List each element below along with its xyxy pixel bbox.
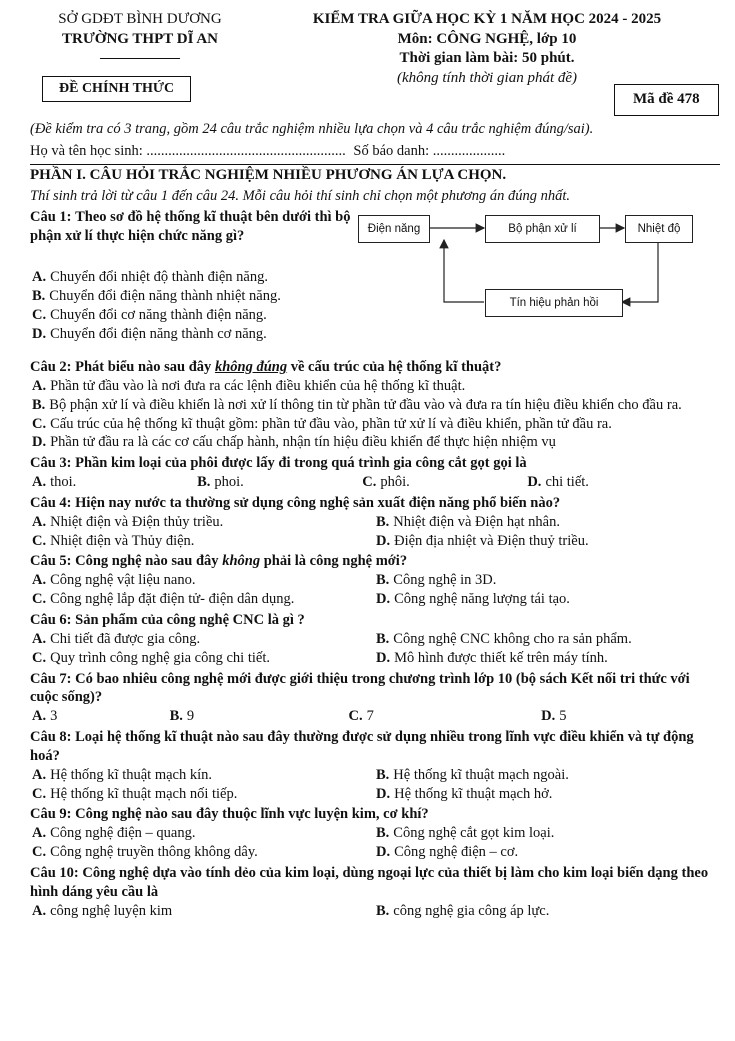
- option-text: Nhiệt điện và Điện hạt nhân.: [393, 513, 560, 530]
- question-6: [30, 611, 720, 668]
- option-text: Chuyển đổi điện năng thành cơ năng.: [50, 325, 267, 342]
- option-c[interactable]: [32, 306, 360, 325]
- option-key: D.: [32, 434, 47, 451]
- option-b[interactable]: [376, 630, 720, 649]
- question-stem: [30, 494, 720, 513]
- option-c[interactable]: [32, 590, 376, 609]
- option-key: A.: [32, 513, 47, 530]
- header-left: [40, 10, 240, 59]
- question-text: Sản phẩm của công nghệ CNC là gì ?: [75, 612, 305, 628]
- option-key: C.: [32, 591, 47, 608]
- question-stem: [30, 611, 720, 630]
- diagram-feedback-box: Tín hiệu phản hồi: [485, 289, 623, 317]
- question-10: [30, 864, 720, 921]
- option-key: A.: [32, 766, 47, 783]
- question-text: Hiện nay nước ta thường sử dụng công nghệ sản xuất điện năng phổ biến nào?: [75, 494, 561, 511]
- option-text: Chuyển đổi điện năng thành nhiệt năng.: [49, 287, 281, 304]
- exam-duration: Thời gian làm bài: 50 phút.: [399, 50, 575, 66]
- option-key: B.: [376, 825, 390, 842]
- question-label: Câu 8:: [30, 729, 72, 746]
- question-stem: [30, 454, 720, 473]
- option-text: Chi tiết đã được gia công.: [50, 630, 201, 647]
- question-label: Câu 5:: [30, 553, 72, 570]
- exam-page: [30, 6, 720, 921]
- option-text: Công nghệ truyền thông không dây.: [50, 844, 258, 861]
- question-text-end: phải là công nghệ mới?: [260, 553, 408, 570]
- exam-subject: Môn: CÔNG NGHỆ, lớp 10: [397, 30, 577, 47]
- option-key: C.: [32, 785, 47, 802]
- question-label: Câu 3:: [30, 455, 72, 472]
- question-label: Câu 7:: [30, 670, 72, 687]
- question-3: [30, 454, 720, 492]
- option-key: B.: [32, 287, 46, 304]
- question-7: [30, 670, 720, 727]
- option-d[interactable]: [32, 325, 360, 344]
- option-d[interactable]: [376, 590, 720, 609]
- option-row: [32, 649, 720, 668]
- option-a[interactable]: [32, 707, 170, 726]
- option-b[interactable]: [376, 824, 720, 843]
- option-text: 7: [366, 708, 374, 725]
- option-key: D.: [376, 591, 391, 608]
- option-key: B.: [376, 572, 390, 589]
- option-text: Hệ thống kĩ thuật mạch hở.: [394, 785, 553, 802]
- option-key: B.: [376, 513, 390, 530]
- option-b[interactable]: [170, 707, 349, 726]
- question-text: Loại hệ thống kĩ thuật nào sau đây thường được sử dụng nhiều trong lĩnh vực điều khiển và tự động hoá?: [30, 729, 694, 764]
- option-c[interactable]: [32, 649, 376, 668]
- option-d[interactable]: [376, 785, 720, 804]
- option-key: D.: [376, 844, 391, 861]
- option-c[interactable]: [32, 785, 376, 804]
- option-b[interactable]: [32, 287, 360, 306]
- question-stem: [30, 358, 720, 377]
- option-row: [32, 630, 720, 649]
- option-b[interactable]: [376, 766, 720, 785]
- option-text: Phần tử đầu vào là nơi đưa ra các lệnh điều khiển của hệ thống kĩ thuật.: [50, 377, 466, 394]
- option-text: 3: [50, 708, 58, 725]
- option-text: Nhiệt điện và Thủy điện.: [50, 532, 195, 549]
- option-text: phôi.: [380, 474, 410, 491]
- option-row: [32, 707, 720, 726]
- option-row: [32, 473, 720, 492]
- question-text: Có bao nhiêu công nghệ mới được giới thiệu trong chương trình lớp 10 (bộ sách Kết nối tri thức với cuộc sống)?: [30, 670, 690, 706]
- question-text: Công nghệ dựa vào tính dẻo của kim loại, dùng ngoại lực của thiết bị làm cho kim loại biến dạng theo hình dáng yêu cầu là: [30, 864, 709, 900]
- question-text: Phần kim loại của phôi được lấy đi trong quá trình gia công cắt gọt gọi là: [75, 455, 527, 472]
- department-name: SỞ GDĐT BÌNH DƯƠNG: [58, 11, 222, 27]
- question-options: [30, 268, 360, 343]
- option-c[interactable]: [32, 415, 720, 434]
- option-a[interactable]: [32, 766, 376, 785]
- option-row: [32, 902, 720, 921]
- question-label: Câu 6:: [30, 612, 72, 628]
- exam-title: KIỂM TRA GIỮA HỌC KỲ 1 NĂM HỌC 2024 - 2025: [312, 11, 662, 27]
- option-key: D.: [376, 532, 391, 549]
- question-text: Công nghệ nào sau đây thuộc lĩnh vực luyện kim, cơ khí?: [75, 806, 429, 823]
- option-text: 9: [186, 708, 195, 725]
- option-key: B.: [169, 708, 183, 725]
- option-text: Bộ phận xử lí và điều khiển là nơi xử lí thông tin từ phần tử đầu vào và đưa ra tín hiệu điều khiển cho đầu ra.: [49, 396, 682, 413]
- question-text-end: về cấu trúc của hệ thống kĩ thuật?: [287, 359, 502, 376]
- exam-code: Mã đề 478: [614, 84, 719, 116]
- option-key: D.: [32, 325, 47, 342]
- part-instruction: Thí sinh trả lời từ câu 1 đến câu 24. Mỗi câu hỏi thí sinh chỉ chọn một phương án đúng nhất.: [30, 188, 570, 205]
- question-4: [30, 494, 720, 551]
- option-text: Hệ thống kĩ thuật mạch kín.: [50, 766, 212, 783]
- option-a[interactable]: [32, 513, 376, 532]
- option-text: Công nghệ vật liệu nano.: [50, 572, 196, 589]
- option-d[interactable]: [376, 843, 720, 862]
- question-8: [30, 728, 720, 803]
- student-info: [30, 142, 720, 161]
- question-9: [30, 805, 720, 862]
- option-text: Công nghệ điện – quang.: [50, 825, 196, 842]
- question-stem: [30, 805, 720, 824]
- question-emphasis: không đúng: [214, 359, 288, 376]
- option-key: A.: [32, 630, 47, 647]
- question-stem: [30, 728, 720, 766]
- arrow-feedback-to-process: [444, 240, 484, 302]
- question-text: Phát biểu nào sau đây: [75, 359, 215, 376]
- option-text: chi tiết.: [545, 474, 589, 491]
- option-b[interactable]: [376, 513, 720, 532]
- option-row: [32, 513, 720, 532]
- diagram-process-box: Bộ phận xử lí: [485, 215, 600, 243]
- question-label: Câu 9:: [30, 806, 72, 823]
- option-a[interactable]: [32, 630, 376, 649]
- option-text: công nghệ luyện kim: [50, 902, 173, 919]
- option-c[interactable]: [348, 707, 541, 726]
- option-key: B.: [376, 902, 390, 919]
- option-d[interactable]: [32, 433, 720, 452]
- option-key: C.: [32, 532, 47, 549]
- official-badge: ĐỀ CHÍNH THỨC: [42, 76, 191, 102]
- option-d[interactable]: [541, 707, 706, 726]
- option-a[interactable]: [32, 571, 376, 590]
- option-text: 5: [559, 708, 567, 725]
- option-text: Cấu trúc của hệ thống kĩ thuật gồm: phần tử đầu vào, phần tử xử lí và điều khiển, phần tử đầu ra.: [50, 415, 612, 432]
- option-b[interactable]: [376, 902, 720, 921]
- option-text: Công nghệ năng lượng tái tạo.: [394, 591, 570, 608]
- option-key: C.: [32, 844, 47, 861]
- option-text: Hệ thống kĩ thuật mạch ngoài.: [393, 766, 569, 783]
- option-key: D.: [527, 474, 542, 491]
- question-emphasis: không: [222, 553, 261, 570]
- option-text: Công nghệ lắp đặt điện tử- điện dân dụng.: [50, 591, 295, 608]
- question-1: [30, 208, 720, 356]
- diagram-input-box: Điện năng: [358, 215, 430, 243]
- option-key: A.: [32, 269, 47, 286]
- exam-description: (Đề kiểm tra có 3 trang, gồm 24 câu trắc nghiệm nhiều lựa chọn và 4 câu trắc nghiệm đúng/sai).: [30, 121, 594, 137]
- option-c[interactable]: [32, 532, 376, 551]
- student-id-label: Số báo danh: ....................: [353, 142, 506, 159]
- option-d[interactable]: [376, 649, 720, 668]
- option-text: Công nghệ CNC không cho ra sản phẩm.: [393, 630, 632, 647]
- option-row: [32, 785, 720, 804]
- option-key: C.: [348, 708, 363, 725]
- exam-header: [30, 6, 720, 118]
- option-key: D.: [541, 708, 556, 725]
- option-a[interactable]: [32, 377, 720, 396]
- option-key: A.: [32, 825, 47, 842]
- option-row: [32, 824, 720, 843]
- question-label: Câu 2:: [30, 359, 72, 376]
- option-text: Điện địa nhiệt và Điện thuỷ triều.: [394, 532, 589, 549]
- question-2: [30, 358, 720, 452]
- question-text: Công nghệ nào sau đây: [75, 553, 223, 570]
- option-text: công nghệ gia công áp lực.: [393, 902, 550, 919]
- option-b[interactable]: [376, 571, 720, 590]
- option-d[interactable]: [376, 532, 720, 551]
- student-name-label: Họ và tên học sinh: .......................................................: [30, 142, 346, 159]
- option-c[interactable]: [362, 473, 527, 492]
- option-key: A.: [32, 572, 47, 589]
- option-key: A.: [32, 474, 47, 491]
- option-b[interactable]: [197, 473, 362, 492]
- option-key: C.: [32, 306, 47, 323]
- option-a[interactable]: [32, 824, 376, 843]
- option-text: phoi.: [214, 474, 244, 491]
- question-label: Câu 4:: [30, 494, 72, 511]
- option-row: [32, 766, 720, 785]
- question-5: [30, 552, 720, 609]
- option-key: B.: [197, 474, 211, 491]
- header-right: [292, 10, 682, 88]
- option-key: D.: [376, 785, 391, 802]
- question-text: Theo sơ đồ hệ thống kĩ thuật bên dưới thì bộ phận xử lí thực hiện chức năng gì?: [30, 209, 351, 244]
- option-row: [32, 843, 720, 862]
- option-c[interactable]: [32, 843, 376, 862]
- option-text: thoi.: [50, 474, 77, 491]
- question-label: Câu 10:: [30, 864, 79, 881]
- option-text: Chuyển đổi nhiệt độ thành điện năng.: [50, 269, 268, 286]
- option-text: Công nghệ in 3D.: [393, 572, 497, 589]
- section-divider: [30, 164, 720, 165]
- option-key: D.: [376, 649, 391, 666]
- option-text: Phần tử đầu ra là các cơ cấu chấp hành, nhận tín hiệu điều khiển để thực hiện nhiệm vụ: [50, 434, 556, 451]
- option-key: B.: [376, 766, 390, 783]
- option-text: Công nghệ điện – cơ.: [394, 844, 519, 861]
- option-key: B.: [32, 396, 46, 413]
- exam-duration-note: (không tính thời gian phát đề): [396, 69, 578, 86]
- option-text: Mô hình được thiết kế trên máy tính.: [394, 649, 608, 666]
- option-key: A.: [32, 708, 47, 725]
- header-divider: [100, 58, 180, 59]
- option-a[interactable]: [32, 473, 197, 492]
- option-key: B.: [376, 630, 390, 647]
- question-stem: [30, 552, 720, 571]
- option-key: C.: [32, 649, 47, 666]
- option-row: [32, 532, 720, 551]
- option-key: A.: [32, 377, 47, 394]
- question-stem: [30, 670, 720, 708]
- arrow-output-to-feedback: [622, 241, 658, 302]
- option-key: C.: [362, 474, 377, 491]
- question-stem: [30, 864, 720, 902]
- question-stem: [30, 208, 352, 246]
- option-text: Nhiệt điện và Điện thủy triều.: [50, 513, 224, 530]
- option-a[interactable]: [32, 902, 376, 921]
- system-diagram: [354, 212, 710, 332]
- school-name: TRƯỜNG THPT DĨ AN: [62, 30, 218, 47]
- option-b[interactable]: [32, 396, 720, 415]
- option-key: A.: [32, 902, 47, 919]
- option-row: [32, 590, 720, 609]
- part-title: PHẦN I. CÂU HỎI TRẮC NGHIỆM NHIỀU PHƯƠNG ÁN LỰA CHỌN.: [30, 166, 507, 183]
- question-label: Câu 1:: [30, 209, 72, 226]
- diagram-output-box: Nhiệt độ: [625, 215, 693, 243]
- option-text: Quy trình công nghệ gia công chi tiết.: [50, 649, 270, 666]
- option-text: Công nghệ cắt gọt kim loại.: [393, 825, 555, 842]
- option-a[interactable]: [32, 268, 360, 287]
- option-key: C.: [32, 415, 47, 432]
- option-d[interactable]: [527, 473, 692, 492]
- option-text: Chuyển đổi cơ năng thành điện năng.: [50, 306, 267, 323]
- option-row: [32, 571, 720, 590]
- option-text: Hệ thống kĩ thuật mạch nối tiếp.: [50, 785, 238, 802]
